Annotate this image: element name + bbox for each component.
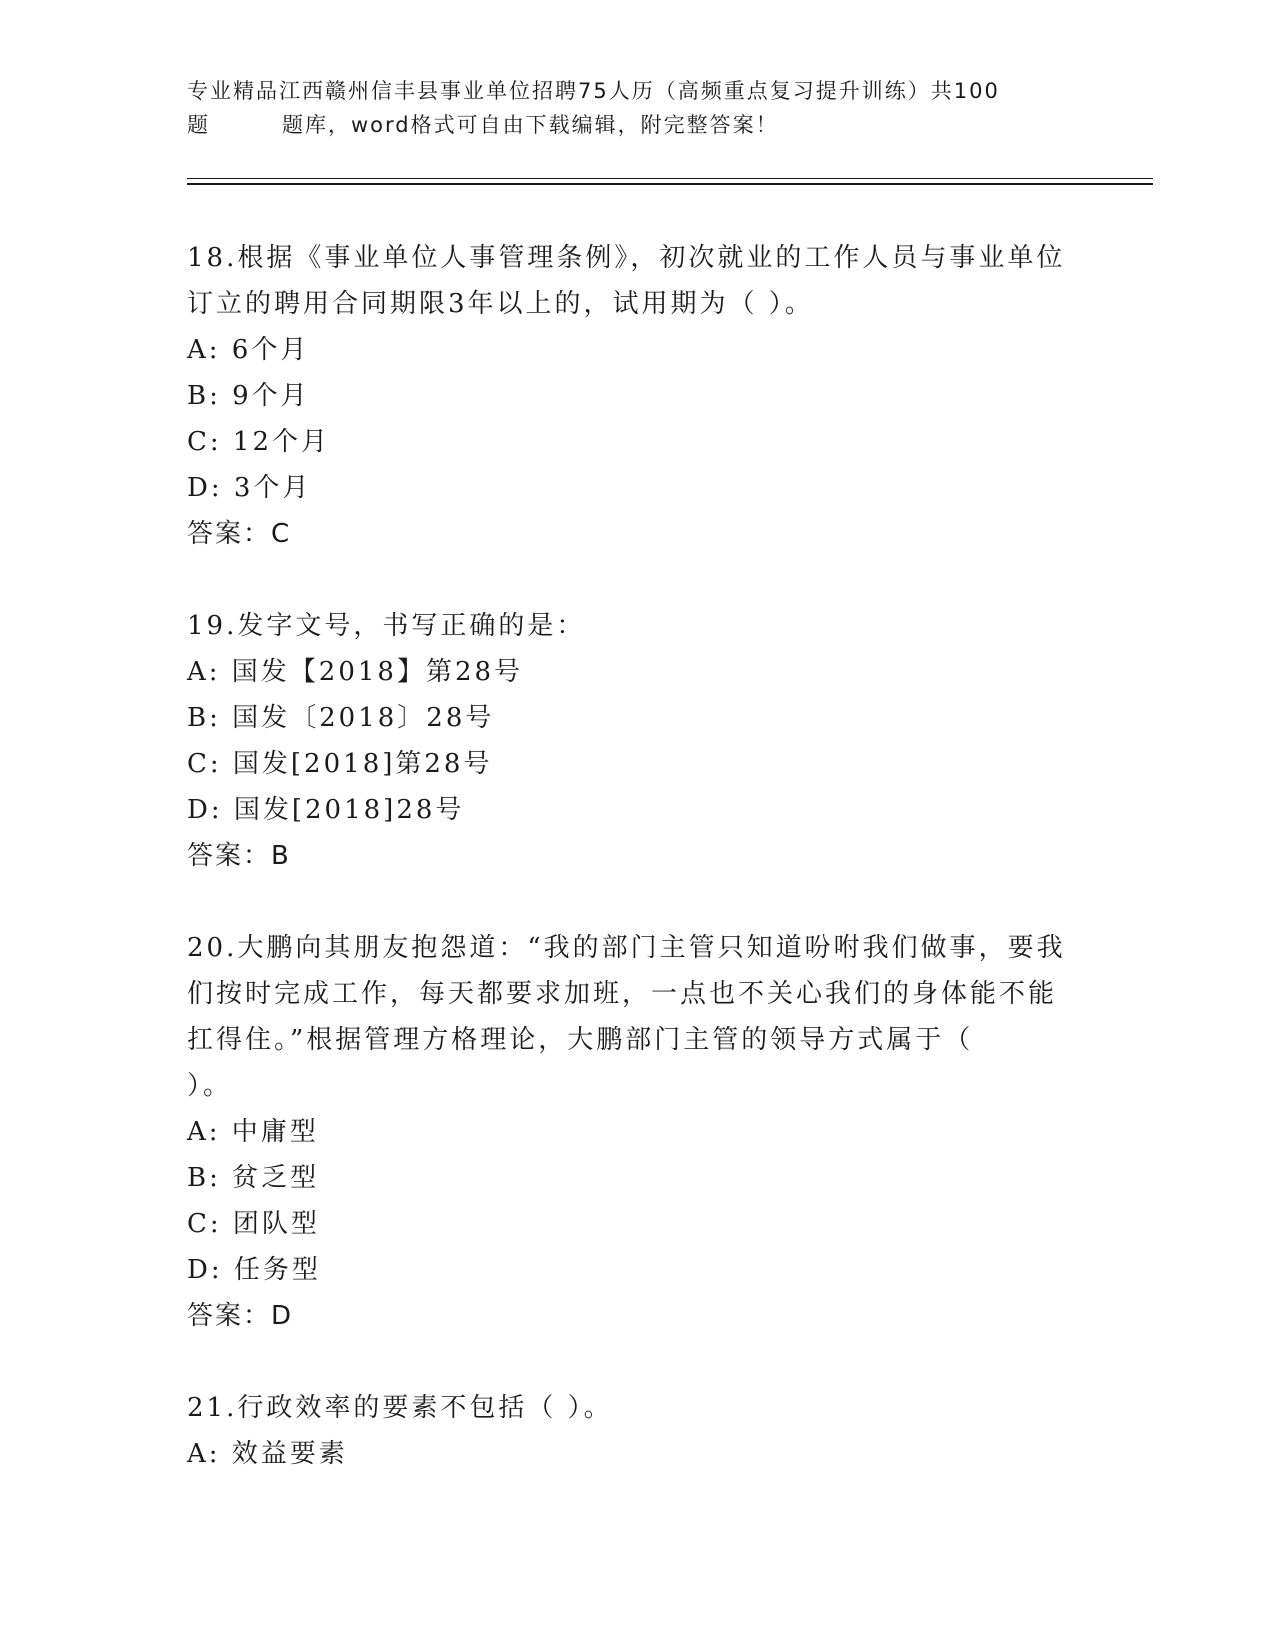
question-19 bbox=[187, 603, 1087, 879]
question-stem-line: 20.大鹏向其朋友抱怨道：“我的部门主管只知道吩咐我们做事，要我 bbox=[187, 933, 1066, 963]
option-c: C: 12个月 bbox=[187, 427, 331, 457]
header-divider-thin bbox=[187, 178, 1153, 179]
option-b: B: 贫乏型 bbox=[187, 1163, 320, 1193]
question-list bbox=[187, 235, 1087, 1523]
option-a: A: 6个月 bbox=[187, 335, 310, 365]
option-d: D: 国发[2018]28号 bbox=[187, 795, 465, 825]
option-b: B: 国发〔2018〕28号 bbox=[187, 703, 495, 733]
header-subtitle: 题库，word格式可自由下载编辑，附完整答案！ bbox=[282, 113, 779, 137]
question-stem-line: 19.发字文号，书写正确的是： bbox=[187, 611, 586, 641]
option-d: D: 任务型 bbox=[187, 1255, 321, 1285]
question-20 bbox=[187, 925, 1087, 1339]
option-a: A: 国发【2018】第28号 bbox=[187, 657, 524, 687]
question-stem-line: 订立的聘用合同期限3年以上的，试用期为（ ）。 bbox=[187, 289, 814, 319]
question-stem-line: 21.行政效率的要素不包括（ ）。 bbox=[187, 1393, 613, 1423]
option-d: D: 3个月 bbox=[187, 473, 312, 503]
header-title-line-1: 专业精品江西赣州信丰县事业单位招聘75人历（高频重点复习提升训练）共100 bbox=[187, 79, 1000, 103]
question-stem-line: 18.根据《事业单位人事管理条例》，初次就业的工作人员与事业单位 bbox=[187, 243, 1066, 273]
header-title-fragment: 题 bbox=[187, 113, 210, 137]
option-c: C: 团队型 bbox=[187, 1209, 320, 1239]
option-c: C: 国发[2018]第28号 bbox=[187, 749, 493, 779]
question-18 bbox=[187, 235, 1087, 557]
question-21 bbox=[187, 1385, 1087, 1477]
page-header bbox=[187, 74, 1087, 142]
question-stem-line: ）。 bbox=[187, 1071, 233, 1101]
option-a: A: 中庸型 bbox=[187, 1117, 319, 1147]
answer-line: 答案：D bbox=[187, 1301, 294, 1331]
question-stem-line: 们按时完成工作，每天都要求加班，一点也不关心我们的身体能不能 bbox=[187, 979, 1058, 1009]
header-divider-thick bbox=[187, 183, 1153, 185]
header-title-line-2 bbox=[187, 108, 1087, 142]
question-stem-line: 扛得住。”根据管理方格理论，大鹏部门主管的领导方式属于（ bbox=[187, 1025, 974, 1055]
answer-line: 答案：B bbox=[187, 841, 291, 871]
option-a: A: 效益要素 bbox=[187, 1439, 348, 1469]
option-b: B: 9个月 bbox=[187, 381, 310, 411]
answer-line: 答案：C bbox=[187, 519, 292, 549]
